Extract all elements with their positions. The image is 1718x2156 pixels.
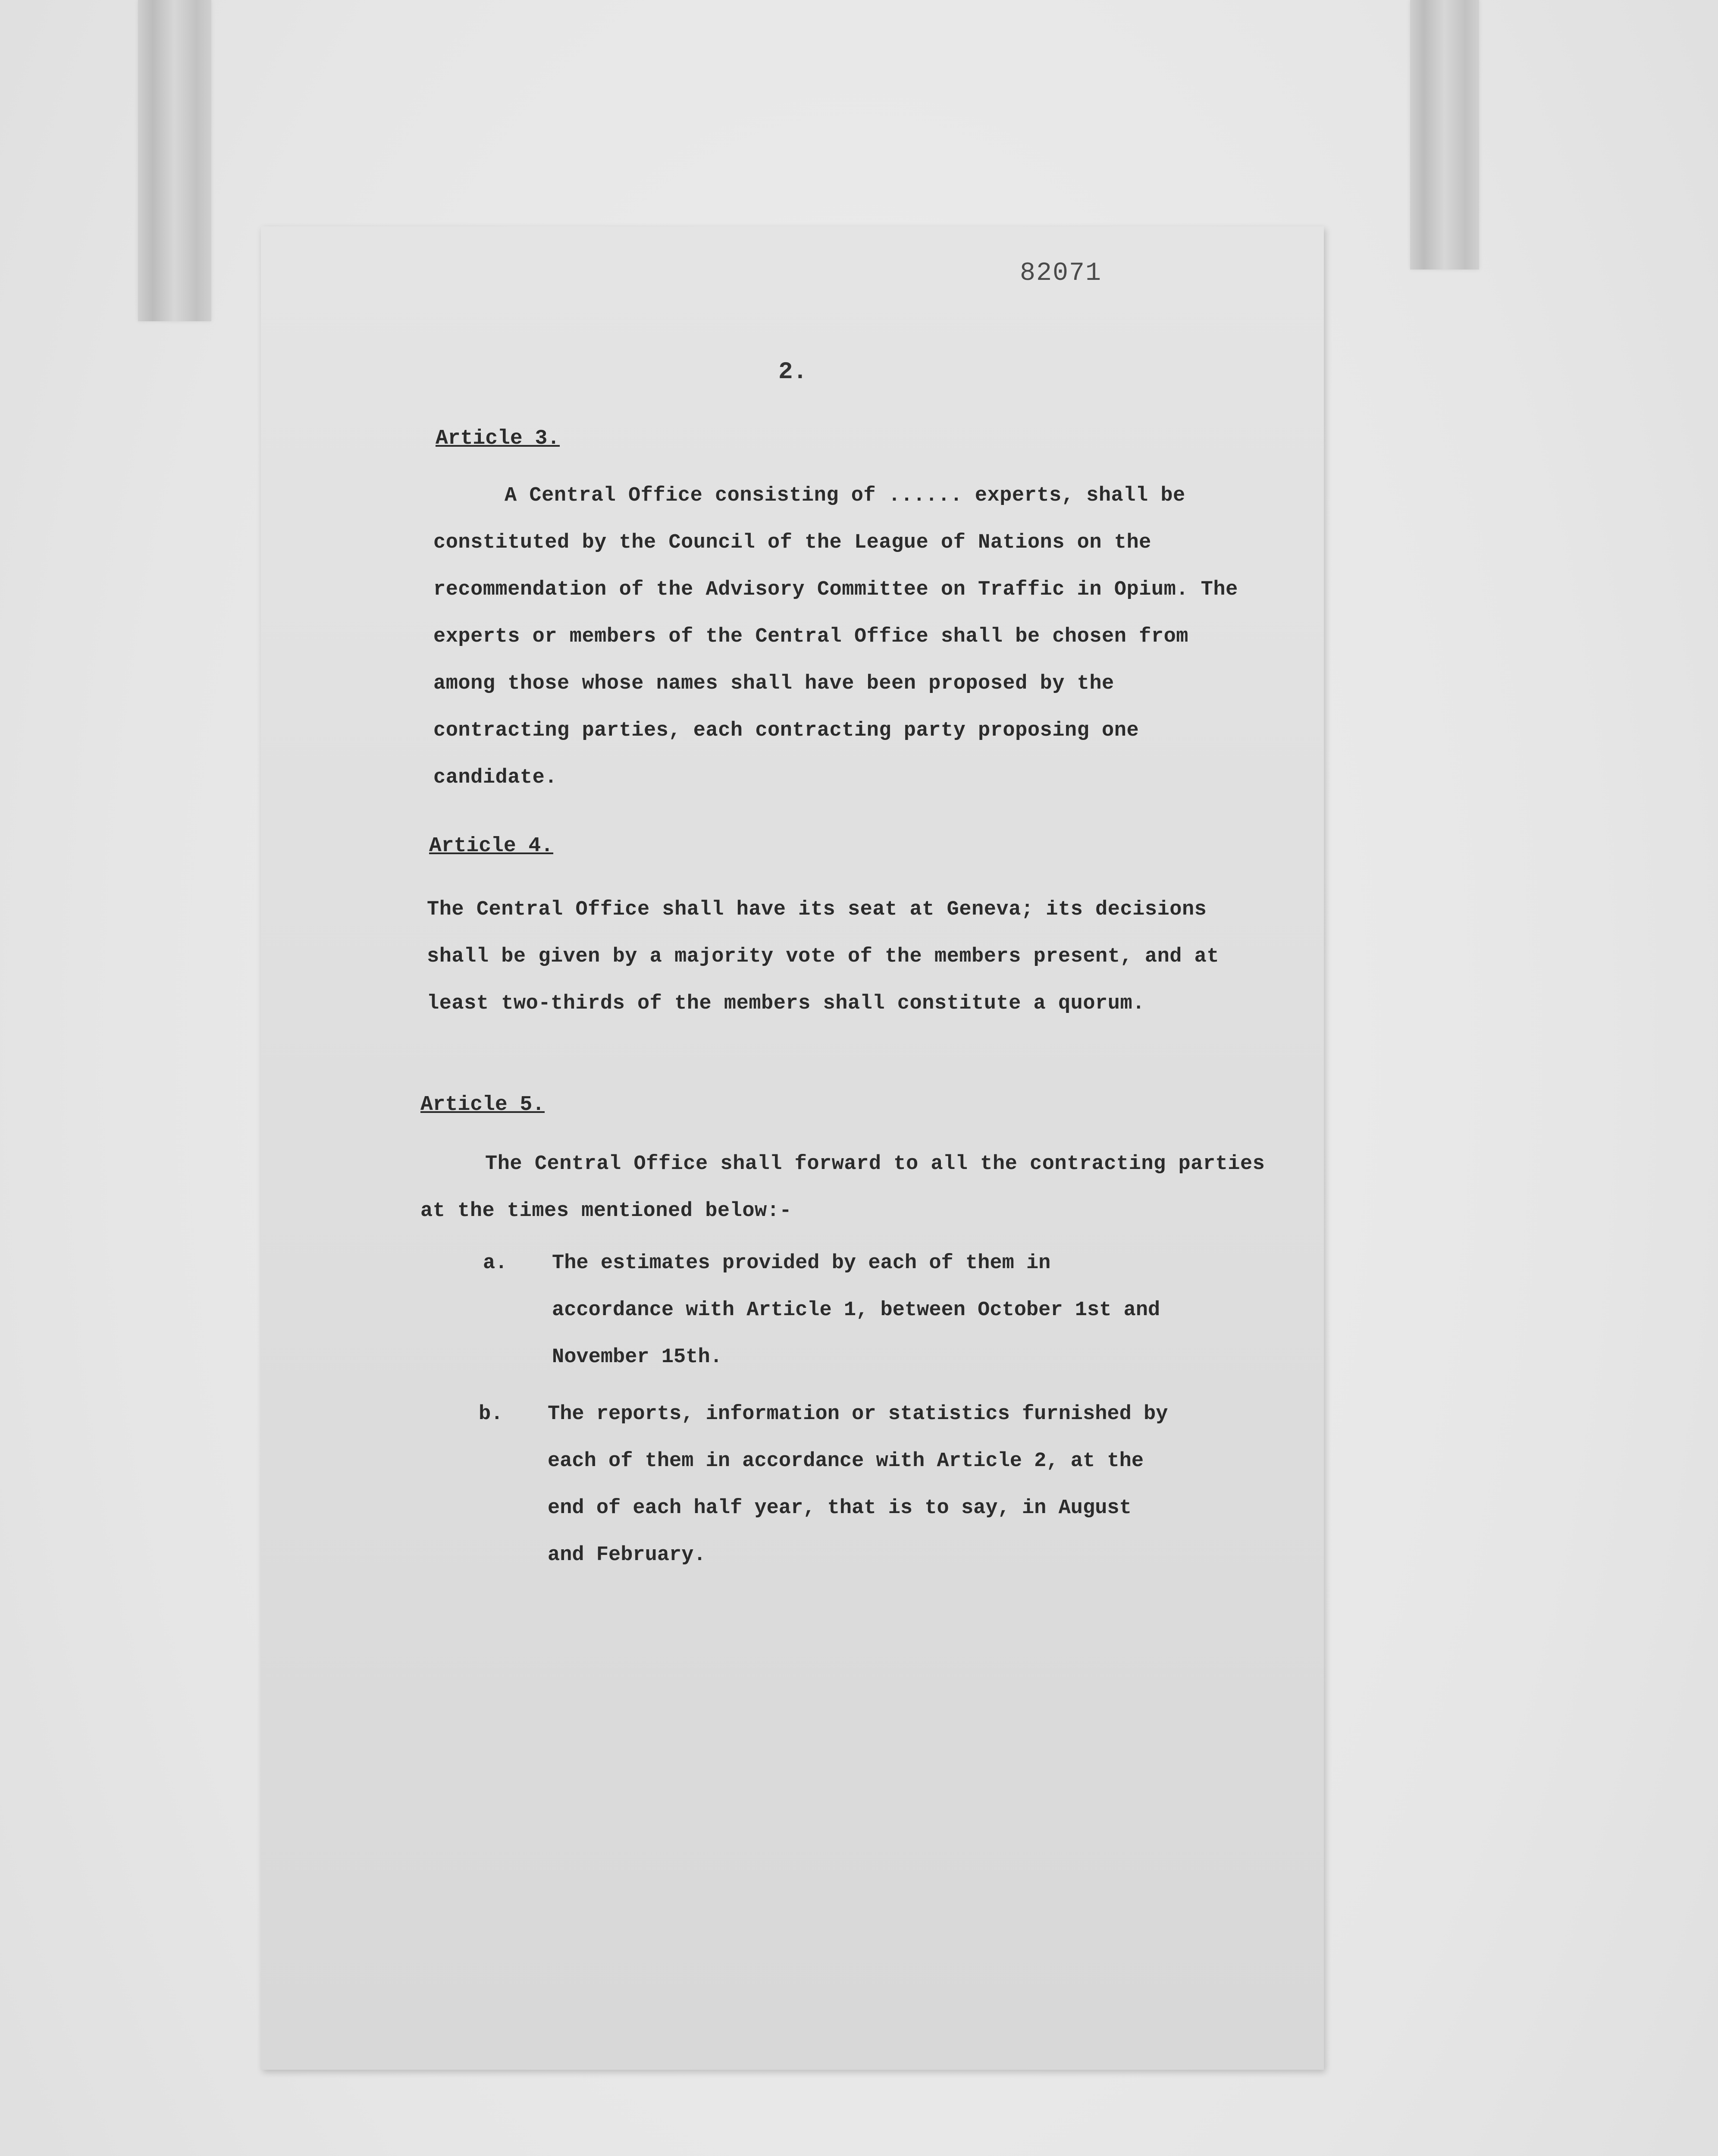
list-item bbox=[483, 1240, 1194, 1382]
typed-document-page bbox=[261, 226, 1324, 2070]
page-number: 2. bbox=[778, 358, 808, 385]
list-marker: a. bbox=[483, 1252, 508, 1275]
sheet-number: 82071 bbox=[1020, 259, 1102, 288]
article-3-heading: Article 3. bbox=[436, 427, 560, 450]
mounting-tape bbox=[1410, 0, 1479, 270]
article-3-text: A Central Office consisting of ...... experts, shall be constituted by the Council of the League of Nations on the recommendation of the Advisory Committee on Traffic in Opium. The experts or members of the Central Office shall be chosen from among those whose names shall have been proposed by the contracting parties, each contracting party proposing one candidate. bbox=[433, 484, 1238, 789]
article-4-heading: Article 4. bbox=[429, 834, 554, 858]
list-item-text: The reports, information or statistics furnished by each of them in accordance with Article 2, at the end of each half year, that is to say, in August and February. bbox=[548, 1403, 1168, 1567]
article-5-heading: Article 5. bbox=[420, 1093, 545, 1116]
article-4-text: The Central Office shall have its seat at Geneva; its decisions shall be given by a majority vote of the members present, and at least two-thirds of the members shall constitute a quorum. bbox=[427, 898, 1220, 1015]
list-marker: b. bbox=[479, 1403, 503, 1426]
mounting-tape bbox=[138, 0, 211, 321]
list-item-text: The estimates provided by each of them in accordance with Article 1, between October 1st and November 15th. bbox=[552, 1252, 1160, 1369]
list-item bbox=[479, 1391, 1190, 1580]
article-5-text: The Central Office shall forward to all the contracting parties at the times mentioned below:- bbox=[420, 1153, 1265, 1222]
